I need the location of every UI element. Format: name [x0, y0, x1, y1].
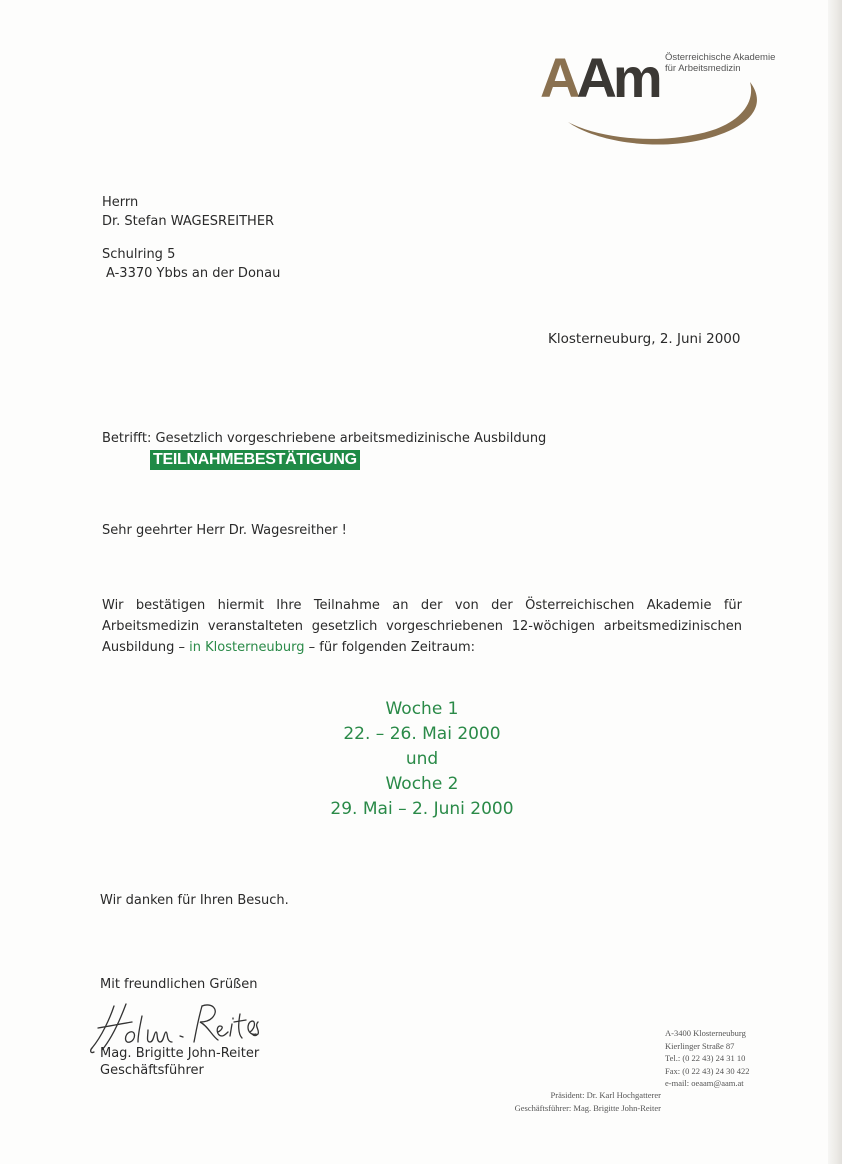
- contact-address: A-3400 Klosterneuburg: [665, 1028, 746, 1038]
- contact-street: Kierlinger Straße 87: [665, 1040, 735, 1051]
- greeting: Sehr geehrter Herr Dr. Wagesreither !: [102, 523, 347, 538]
- recipient-street: Schulring 5: [102, 247, 176, 262]
- location-highlight: in Klosterneuburg: [189, 640, 305, 655]
- managing-director-line: Geschäftsführer: Mag. Brigitte John-Reiter: [514, 1102, 661, 1113]
- organization-name-line1: Österreichische Akademie: [665, 52, 776, 63]
- signer-block: [100, 1045, 259, 1079]
- logo-letter-m: m: [612, 46, 662, 109]
- confirmation-badge: TEILNAHMEBESTÄTIGUNG: [150, 450, 360, 470]
- signer-name: Mag. Brigitte John-Reiter: [100, 1046, 260, 1061]
- week1-label: Woche 1: [385, 699, 459, 719]
- body-text-part2: – für folgenden Zeitraum:: [304, 640, 476, 655]
- body-paragraph: [102, 595, 742, 658]
- week1-dates: 22. – 26. Mai 2000: [343, 724, 501, 744]
- signer-title: Geschäftsführer: [100, 1063, 204, 1078]
- contact-block: [665, 1027, 750, 1090]
- logo-letter-a-dark: A: [576, 46, 613, 109]
- board-block: [480, 1089, 661, 1114]
- body-text-part1: Wir bestätigen hiermit Ihre Teilnahme an der von der Österreichischen Akademie für Arbeitsmedizin veranstalteten gesetzlich vorgeschriebenen 12-wöchigen arbeitsmedizinischen Ausbildung –: [102, 598, 742, 655]
- contact-email: e-mail: oeaam@aam.at: [665, 1078, 744, 1088]
- subject-text: Gesetzlich vorgeschriebene arbeitsmedizinische Ausbildung: [155, 431, 547, 446]
- schedule-connector: und: [405, 749, 439, 769]
- page-edge-shadow: [828, 0, 842, 1164]
- recipient-address: [102, 193, 280, 283]
- course-schedule: [290, 697, 554, 822]
- organization-name: [665, 52, 775, 74]
- thanks-line: Wir danken für Ihren Besuch.: [100, 893, 289, 908]
- recipient-city: A-3370 Ybbs an der Donau: [106, 266, 281, 281]
- week2-label: Woche 2: [385, 774, 459, 794]
- recipient-name: Dr. Stefan WAGESREITHER: [102, 214, 275, 229]
- week2-dates: 29. Mai – 2. Juni 2000: [330, 799, 514, 819]
- president-line: Präsident: Dr. Karl Hochgatterer: [550, 1090, 661, 1100]
- recipient-salutation: Herrn: [102, 195, 139, 210]
- letterhead-logo: [538, 46, 778, 156]
- subject-line: [102, 431, 546, 446]
- subject-label: Betrifft:: [102, 431, 152, 446]
- logo-letter-a-gold: A: [540, 46, 577, 109]
- contact-phone: Tel.: (0 22 43) 24 31 10: [665, 1053, 746, 1063]
- organization-name-line2: für Arbeitsmedizin: [665, 63, 741, 74]
- date-line: Klosterneuburg, 2. Juni 2000: [548, 331, 741, 347]
- contact-fax: Fax: (0 22 43) 24 30 422: [665, 1065, 750, 1076]
- closing-line: Mit freundlichen Grüßen: [100, 977, 258, 992]
- logo-letters: [540, 48, 662, 108]
